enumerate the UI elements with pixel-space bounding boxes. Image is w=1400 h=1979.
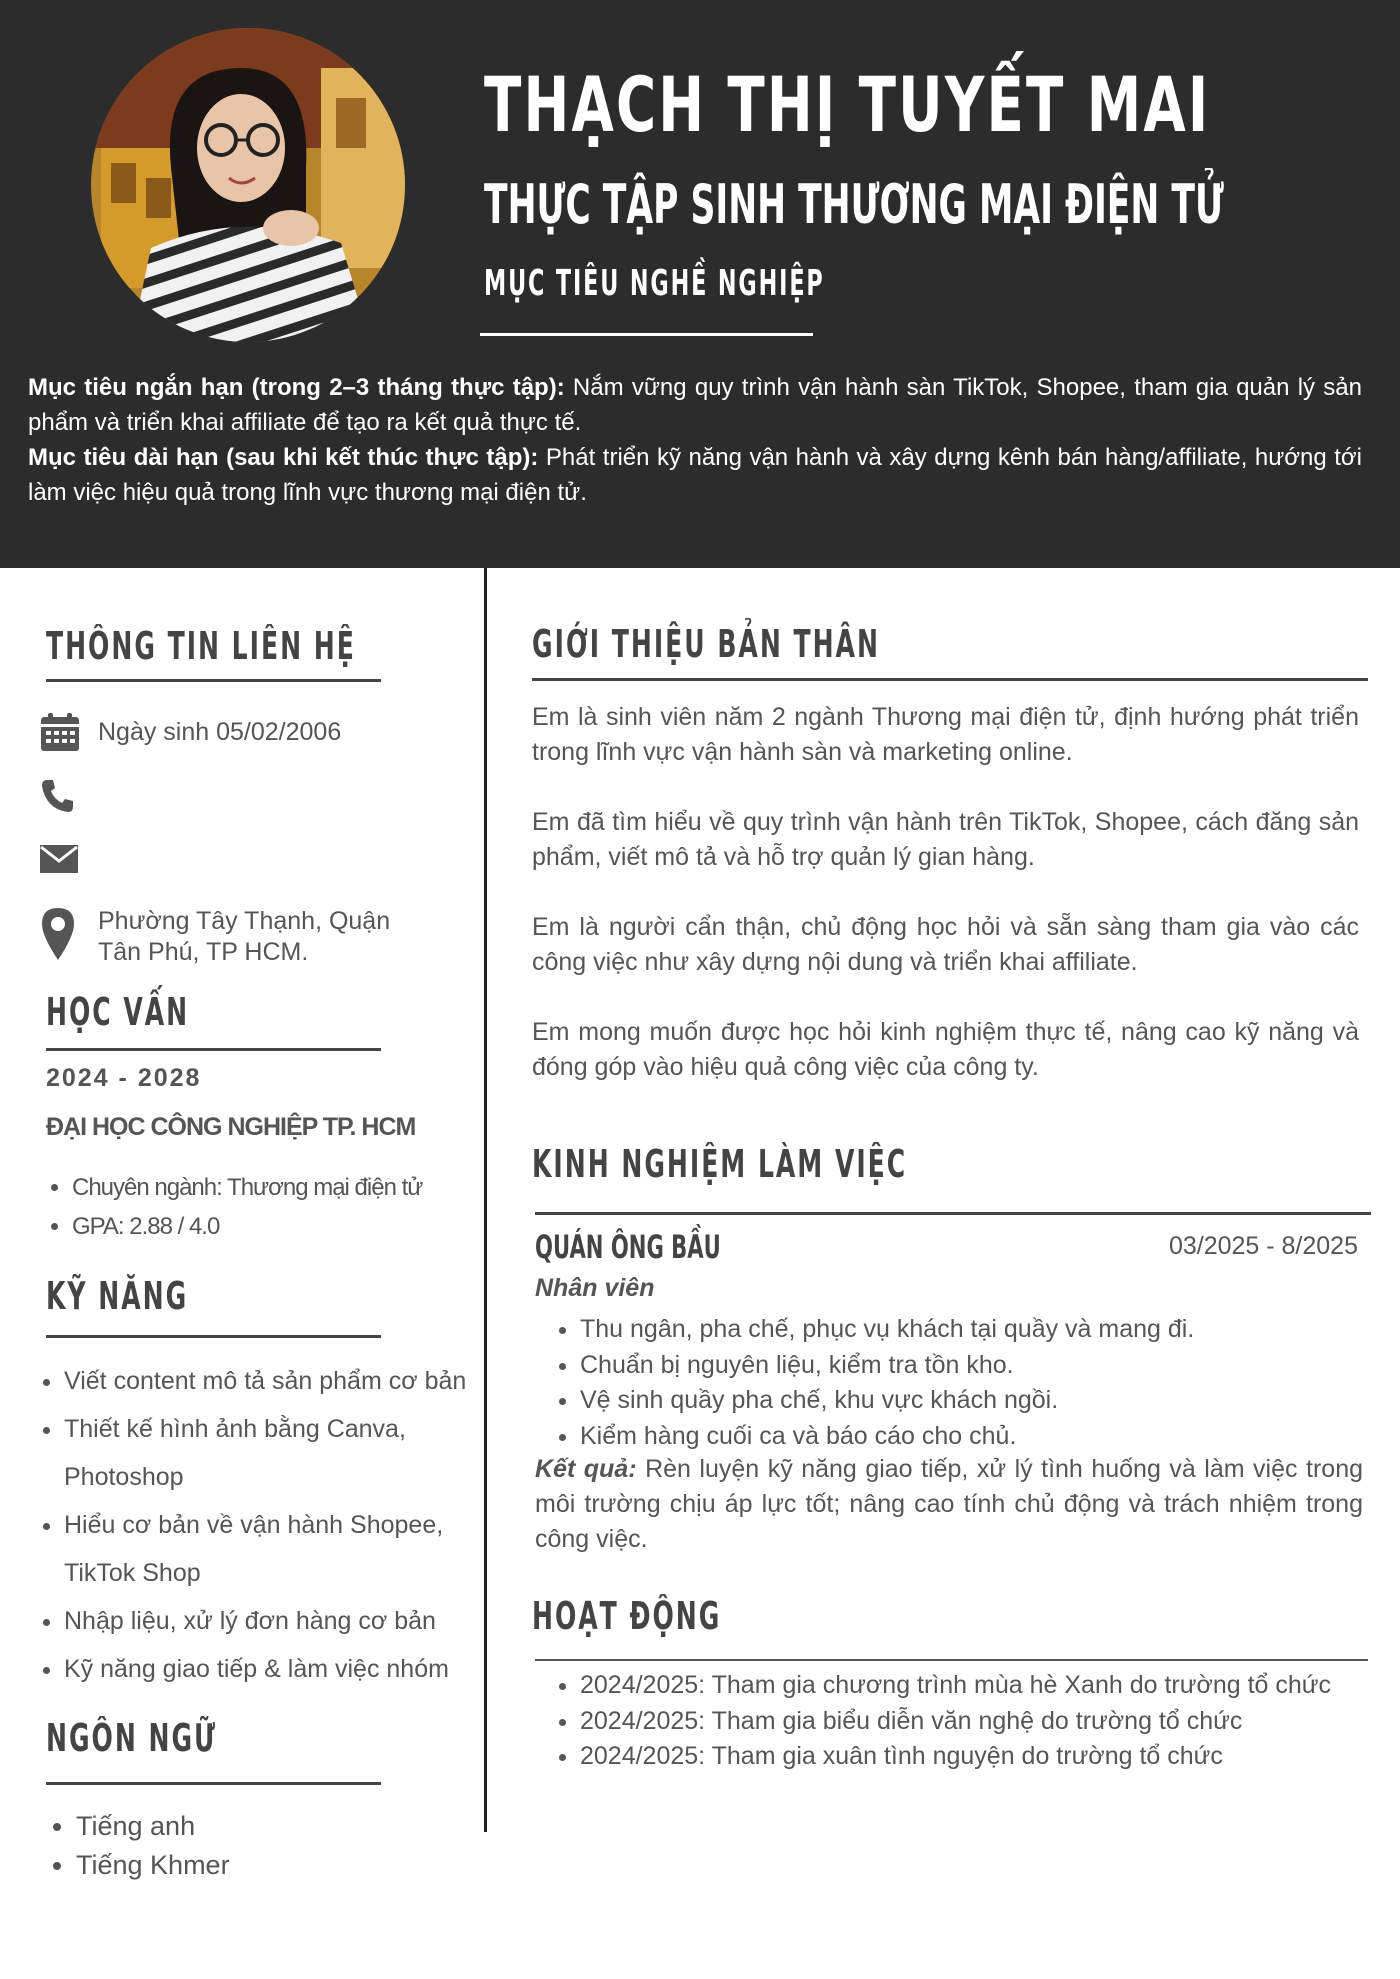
list-item: • Chuyên ngành: Thương mại điện tử [72, 1168, 422, 1207]
list-item: • 2024/2025: Tham gia xuân tình nguyện do trường tổ chức [580, 1739, 1331, 1775]
long-term-label: Mục tiêu dài hạn (sau khi kết thúc thực tập): [28, 444, 539, 471]
activities-rule [535, 1659, 1368, 1661]
list-item: • Viết content mô tả sản phẩm cơ bản [64, 1357, 519, 1405]
list-item: • Tiếng Khmer [76, 1846, 230, 1885]
birthday-row [40, 712, 341, 752]
mail-icon [40, 845, 80, 885]
profile-photo [91, 28, 405, 342]
skills-heading: KỸ NĂNG [46, 1274, 189, 1318]
about-paragraph: Em là người cẩn thận, chủ động học hỏi và sẵn sàng tham gia vào các công việc như xây dựng nội dung và triển khai affiliate. [532, 913, 1359, 976]
list-item: • Vệ sinh quầy pha chế, khu vực khách ngồi. [580, 1383, 1194, 1419]
education-years: 2024 - 2028 [46, 1064, 202, 1092]
phone-icon [40, 778, 80, 818]
phone-row [40, 778, 80, 818]
languages-heading: NGÔN NGỮ [46, 1716, 217, 1760]
about-text [532, 700, 1359, 1120]
about-paragraph: Em đã tìm hiểu về quy trình vận hành trên TikTok, Shopee, cách đăng sản phẩm, viết mô tả và hỗ trợ quản lý gian hàng. [532, 808, 1359, 871]
education-details [42, 1168, 422, 1246]
contact-heading: THÔNG TIN LIÊN HỆ [46, 624, 356, 668]
skills-rule [46, 1335, 381, 1338]
career-objectives [28, 370, 1362, 510]
header-banner [0, 0, 1400, 568]
short-term-objective [28, 370, 1362, 440]
experience-heading: KINH NGHIỆM LÀM VIỆC [532, 1142, 908, 1186]
activities-heading: HOẠT ĐỘNG [532, 1594, 722, 1638]
location-pin-icon [40, 906, 80, 962]
contact-rule [46, 679, 381, 682]
duties-list [550, 1312, 1194, 1454]
activities-list [550, 1668, 1331, 1775]
list-item: • Hiểu cơ bản về vận hành Shopee, TikTok Shop [64, 1501, 519, 1597]
objective-heading: MỤC TIÊU NGHỀ NGHIỆP [484, 263, 825, 304]
list-item: • Nhập liệu, xử lý đơn hàng cơ bản [64, 1597, 519, 1645]
list-item: • Tiếng anh [76, 1807, 230, 1846]
education-rule [46, 1048, 381, 1051]
short-term-label: Mục tiêu ngắn hạn (trong 2–3 tháng thực tập): [28, 374, 565, 401]
languages-rule [46, 1782, 381, 1785]
list-item: • Chuẩn bị nguyên liệu, kiểm tra tồn kho. [580, 1348, 1194, 1384]
long-term-objective [28, 440, 1362, 510]
languages-list [46, 1807, 230, 1885]
job-role: Nhân viên [535, 1274, 655, 1302]
list-item: • GPA: 2.88 / 4.0 [72, 1207, 422, 1246]
list-item: • Kiểm hàng cuối ca và báo cáo cho chủ. [580, 1419, 1194, 1455]
school-name: ĐẠI HỌC CÔNG NGHIỆP TP. HCM [46, 1113, 416, 1141]
list-item: • Thiết kế hình ảnh bằng Canva, Photoshop [64, 1405, 519, 1501]
skills-list [34, 1357, 519, 1693]
experience-result [535, 1452, 1363, 1557]
candidate-name: THẠCH THỊ TUYẾT MAI [484, 60, 1211, 149]
calendar-icon [40, 712, 80, 752]
about-paragraph: Em là sinh viên năm 2 ngành Thương mại điện tử, định hướng phát triển trong lĩnh vực vận hành sàn và marketing online. [532, 703, 1359, 766]
list-item: • Thu ngân, pha chế, phục vụ khách tại quầy và mang đi. [580, 1312, 1194, 1348]
about-paragraph: Em mong muốn được học hỏi kinh nghiệm thực tế, nâng cao kỹ năng và đóng góp vào hiệu quả công việc của công ty. [532, 1018, 1359, 1081]
job-title: THỰC TẬP SINH THƯƠNG MẠI ĐIỆN TỬ [484, 173, 1224, 236]
list-item: • Kỹ năng giao tiếp & làm việc nhóm [64, 1645, 519, 1693]
work-period: 03/2025 - 8/2025 [1168, 1232, 1358, 1260]
about-heading: GIỚI THIỆU BẢN THÂN [532, 622, 880, 666]
company-name: QUÁN ÔNG BẦU [535, 1228, 721, 1266]
result-label: Kết quả: [535, 1455, 637, 1483]
about-rule [532, 678, 1368, 681]
list-item: • 2024/2025: Tham gia biểu diễn văn nghệ do trường tổ chức [580, 1704, 1331, 1740]
list-item: • 2024/2025: Tham gia chương trình mùa hè Xanh do trường tổ chức [580, 1668, 1331, 1704]
short-term-text: Nắm vững quy trình vận hành sàn TikTok, Shopee, tham gia quản lý sản phẩm và triển khai affiliate để tạo ra kết quả thực tế. [28, 374, 1362, 436]
objective-divider [480, 333, 813, 336]
experience-rule [535, 1212, 1371, 1215]
education-heading: HỌC VẤN [46, 990, 190, 1034]
birthday-text: Ngày sinh 05/02/2006 [98, 718, 342, 746]
address-text: Phường Tây Thạnh, Quận Tân Phú, TP HCM. [98, 907, 391, 966]
long-term-text: Phát triển kỹ năng vận hành và xây dựng kênh bán hàng/affiliate, hướng tới làm việc hiệu quả trong lĩnh vực thương mại điện tử. [28, 444, 1362, 506]
email-row [40, 845, 80, 885]
address-row [40, 906, 418, 968]
result-text: Rèn luyện kỹ năng giao tiếp, xử lý tình huống và làm việc trong môi trường chịu áp lực tốt; nâng cao tính chủ động và trách nhiệm trong công việc. [535, 1455, 1364, 1553]
